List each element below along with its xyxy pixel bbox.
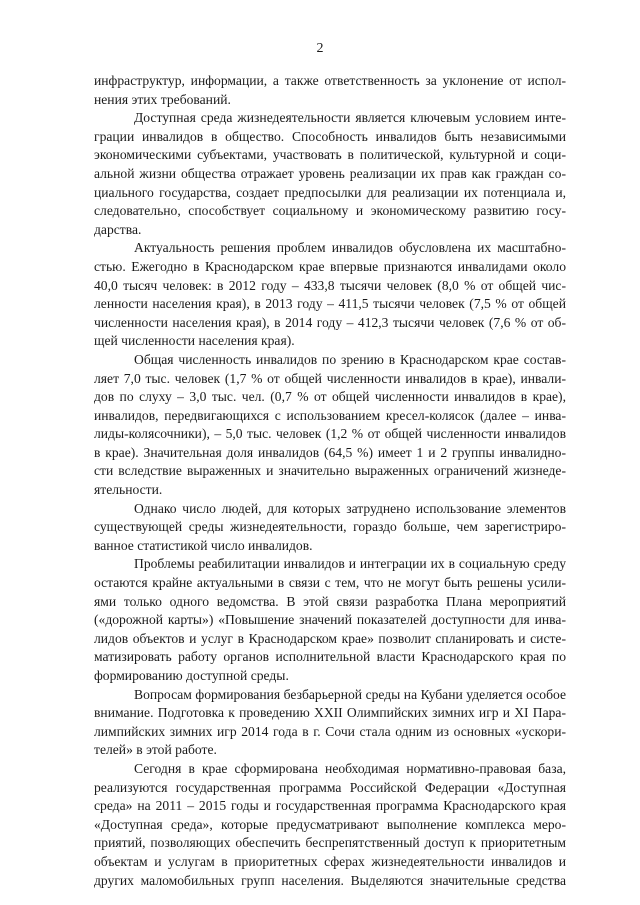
text-line: среда» на 2011 – 2015 годы и государственная программа Краснодарского края xyxy=(94,798,566,814)
text-line: лидов объектов и услуг в Краснодарском крае» позволит спланировать и систе- xyxy=(94,630,566,646)
text-line: стью. Ежегодно в Краснодарском крае впервые признаются инвалидами около xyxy=(94,258,566,274)
text-line: Сегодня в крае сформирована необходимая нормативно-правовая база, xyxy=(134,760,566,776)
text-line: следовательно, способствует социальному и экономическому развитию госу- xyxy=(94,203,566,219)
text-line: остаются крайне актуальными в связи с тем, что не могут быть решены усили- xyxy=(94,575,566,591)
text-line: Актуальность решения проблем инвалидов обусловлена их масштабно- xyxy=(134,240,566,256)
text-line: лиды-колясочники), – 5,0 тыс. человек (1,2 % от общей численности инвалидов xyxy=(94,426,566,442)
text-line: ями только одного ведомства. В этой связи разработка Плана мероприятий xyxy=(94,593,566,609)
text-line: Доступная среда жизнедеятельности является ключевым условием инте- xyxy=(134,110,566,126)
text-line: приятий, позволяющих обеспечить беспрепятственный доступ к приоритетным xyxy=(94,835,566,851)
text-line: «Доступная среда», которые предусматривают выполнение комплекса меро- xyxy=(94,816,566,832)
text-line: 40,0 тысяч человек: в 2012 году – 433,8 тысячи человек (8,0 % от общей чис- xyxy=(94,277,566,293)
text-line: матизировать работу органов исполнительной власти Краснодарского края по xyxy=(94,649,566,665)
text-line: Проблемы реабилитации инвалидов и интеграции их в социальную среду xyxy=(134,556,566,572)
text-line: ленности населения края), в 2013 году – 411,5 тысячи человек (7,5 % от общей xyxy=(94,296,566,312)
paragraph xyxy=(94,239,566,351)
text-line: сти вследствие выраженных и значительно выраженных ограничений жизнеде- xyxy=(94,463,566,479)
text-line: телей» в этой работе. xyxy=(94,742,217,758)
text-line: ляет 7,0 тыс. человек (1,7 % от общей численности инвалидов в крае), инвали- xyxy=(94,370,566,386)
text-line: альной жизни общества отражает уровень реализации их прав как граждан со- xyxy=(94,165,566,181)
paragraph xyxy=(94,500,566,556)
text-line: других маломобильных групп населения. Выделяются значительные средства xyxy=(94,872,566,888)
paragraph xyxy=(94,72,566,109)
paragraph xyxy=(94,686,566,760)
text-line: внимание. Подготовка к проведению XXII Олимпийских зимних игр и XI Пара- xyxy=(94,705,566,721)
text-line: в крае). Значительная доля инвалидов (64,5 %) имеет 1 и 2 группы инвалидно- xyxy=(94,444,566,460)
text-line: грации инвалидов в общество. Способность инвалидов быть независимыми xyxy=(94,128,566,144)
paragraph xyxy=(94,555,566,685)
text-line: лимпийских зимних игр 2014 года в г. Сочи стала одним из основных «ускори- xyxy=(94,723,566,739)
text-line: экономическими субъектами, участвовать в политической, культурной и соци- xyxy=(94,147,566,163)
text-line: («дорожной карты») «Повышение значений показателей доступности для инва- xyxy=(94,612,566,628)
text-line: нения этих требований. xyxy=(94,91,231,107)
text-line: реализуются государственная программа Российской Федерации «Доступная xyxy=(94,779,566,795)
text-line: численности населения края), в 2014 году – 412,3 тысячи человек (7,6 % от об- xyxy=(94,314,566,330)
text-line: дов по слуху – 3,0 тыс. чел. (0,7 % от общей численности инвалидов в крае), xyxy=(94,389,566,405)
text-line: ятельности. xyxy=(94,482,163,498)
text-line: дарства. xyxy=(94,221,142,237)
text-line: щей численности населения края). xyxy=(94,333,295,349)
text-line: инфраструктур, информации, а также ответственность за уклонение от испол- xyxy=(94,73,566,88)
text-line: Общая численность инвалидов по зрению в Краснодарском крае состав- xyxy=(134,351,566,367)
paragraph xyxy=(94,109,566,239)
paragraph xyxy=(94,760,566,890)
text-line: существующей среды жизнедеятельности, гораздо больше, чем зарегистриро- xyxy=(94,519,566,535)
text-line: формированию доступной среды. xyxy=(94,668,289,683)
page-number: 2 xyxy=(316,41,324,56)
text-line: объектам и услугам в приоритетных сферах жизнедеятельности инвалидов и xyxy=(94,853,566,869)
text-line: инвалидов, передвигающихся с использованием кресел-колясок (далее – инва- xyxy=(94,407,566,423)
text-line: Однако число людей, для которых затруднено использование элементов xyxy=(134,500,566,516)
text-line: Вопросам формирования безбарьерной среды на Кубани уделяется особое xyxy=(134,686,566,702)
text-line: циального государства, создает предпосылки для реализации их потенциала и, xyxy=(94,184,566,200)
text-line: ванное статистикой число инвалидов. xyxy=(94,537,313,553)
paragraph xyxy=(94,351,566,500)
document-body xyxy=(94,72,566,890)
